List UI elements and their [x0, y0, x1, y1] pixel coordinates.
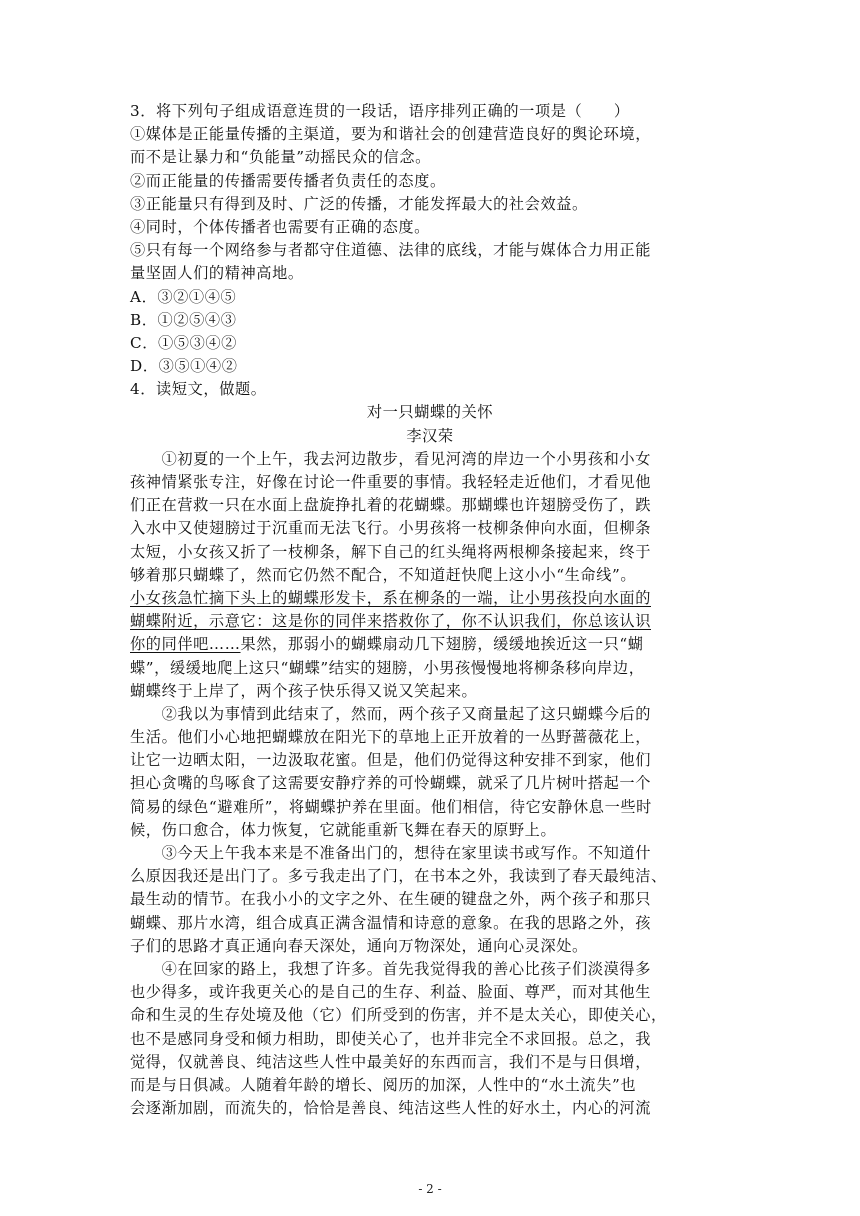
paragraph-line: 生活。他们小心地把蝴蝶放在阳光下的草地上正开放着的一丛野蔷薇花上，: [130, 728, 651, 747]
page-content: [130, 100, 730, 1120]
question-4: [130, 378, 730, 1120]
paragraph-line: 也不是感同身受和倾力相助，即使关心了，也并非完全不求回报。总之，我: [130, 1029, 651, 1048]
paragraph-line: 们正在营救一只在水面上盘旋挣扎着的花蝴蝶。那蝴蝶也许翅膀受伤了，跌: [130, 496, 651, 515]
paragraph-line: ②我以为事情到此结束了，然而，两个孩子又商量起了这只蝴蝶今后的: [130, 704, 651, 723]
paragraph-line: 太短，小女孩又折了一枝柳条，解下自己的红头绳将两根柳条接起来，终于: [130, 542, 651, 561]
option-b: B．①②⑤④③: [130, 310, 237, 329]
article-author: 李汉荣: [406, 426, 454, 445]
paragraph-line: 孩神情紧张专注，好像在讨论一件重要的事情。我轻轻走近他们，才看见他: [130, 473, 651, 491]
paragraph-line: 觉得，仅就善良、纯洁这些人性中最美好的东西而言，我们不是与日俱增，: [130, 1052, 651, 1071]
option-d: D．③⑤①④②: [130, 357, 238, 376]
paragraph-line: 而是与日俱减。人随着年龄的增长、阅历的加深，人性中的“水土流失”也: [130, 1075, 637, 1094]
paragraph-line: 命和生灵的生存处境及他（它）们所受到的伤害，并不是太关心，即使关心，: [130, 1006, 667, 1025]
option-c: C．①⑤③④②: [130, 333, 237, 352]
underlined-text: 你的同伴吧……: [130, 635, 241, 654]
sentence-2: ②而正能量的传播需要传播者负责任的态度。: [130, 171, 446, 190]
sentence-4: ④同时，个体传播者也需要有正确的态度。: [130, 217, 430, 236]
page-number: - 2 -: [418, 1182, 442, 1196]
paragraph-line: 入水中又使翅膀过于沉重而无法飞行。小男孩将一枝柳条伸向水面，但柳条: [130, 519, 651, 538]
paragraph-line: [130, 633, 730, 656]
paragraph-line: 么原因我还是出门了。多亏我走出了门，在书本之外，我读到了春天最纯洁、: [130, 867, 667, 886]
question-4-stem: 4．读短文，做题。: [130, 380, 267, 399]
sentence-5-line-1: ⑤只有每一个网络参与者都守住道德、法律的底线，才能与媒体合力用正能: [130, 241, 651, 260]
paragraph-line: 蝴蝶终于上岸了，两个孩子快乐得又说又笑起来。: [130, 681, 478, 700]
option-a: A．③②①④⑤: [130, 287, 237, 306]
paragraph-line: 候，伤口愈合，体力恢复，它就能重新飞舞在春天的原野上。: [130, 820, 557, 839]
paragraph-line: 最生动的情节。在我小小的文字之外、在生硬的键盘之外，两个孩子和那只: [130, 890, 651, 909]
paragraph-line: 够着那只蝴蝶了，然而它仍然不配合，不知道赶快爬上这小小“生命线”。: [130, 565, 637, 584]
paragraph-2: [130, 703, 730, 842]
paragraph-4: [130, 958, 730, 1120]
sentence-1-line-1: ①媒体是正能量传播的主渠道，要为和谐社会的创建营造良好的舆论环境，: [130, 125, 651, 144]
sentence-1-line-2: 而不是让暴力和“负能量”动摇民众的信念。: [130, 148, 431, 167]
paragraph-line: 担心贪嘴的鸟啄食了这需要安静疗养的可怜蝴蝶，就采了几片树叶搭起一个: [130, 774, 651, 793]
question-3: [130, 100, 730, 378]
paragraph-3: [130, 842, 730, 958]
paragraph-line: 蝶”，缓缓地爬上这只“蝴蝶”结实的翅膀，小男孩慢慢地将柳条移向岸边，: [130, 658, 645, 677]
underlined-line: 小女孩急忙摘下头上的蝴蝶形发卡，系在柳条的一端，让小男孩投向水面的: [130, 588, 651, 607]
underlined-line: 蝴蝶附近，示意它：这是你的同伴来搭救你了，你不认识我们，你总该认识: [130, 612, 651, 631]
question-3-stem: 3．将下列句子组成语意连贯的一段话，语序排列正确的一项是（ ）: [130, 102, 630, 120]
sentence-3: ③正能量只有得到及时、广泛的传播，才能发挥最大的社会效益。: [130, 194, 588, 213]
paragraph-line: 蝴蝶、那片水湾，组合成真正满含温情和诗意的意象。在我的思路之外，孩: [130, 913, 651, 932]
sentence-5-line-2: 量坚固人们的精神高地。: [130, 264, 304, 283]
paragraph-text: 果然，那弱小的蝴蝶扇动几下翅膀，缓缓地挨近这一只“蝴: [240, 635, 644, 654]
paragraph-line: 也少得多，或许我更关心的是自己的生存、利益、脸面、尊严，而对其他生: [130, 983, 651, 1002]
paragraph-line: ④在回家的路上，我想了许多。首先我觉得我的善心比孩子们淡漠得多: [130, 959, 651, 978]
paragraph-line: ③今天上午我本来是不准备出门的，想待在家里读书或写作。不知道什: [130, 844, 651, 862]
paragraph-line: 让它一边晒太阳，一边汲取花蜜。但是，他们仍觉得这种安排不到家，他们: [130, 751, 651, 770]
paragraph-line: 会逐渐加剧，而流失的，恰恰是善良、纯洁这些人性的好水土，内心的河流: [130, 1099, 651, 1118]
article-title: 对一只蝴蝶的关怀: [366, 403, 494, 422]
paragraph-1: [130, 448, 730, 703]
paragraph-line: ①初夏的一个上午，我去河边散步，看见河湾的岸边一个小男孩和小女: [130, 449, 651, 468]
paragraph-line: 简易的绿色“避难所”，将蝴蝶护养在里面。他们相信，待它安静休息一些时: [130, 797, 652, 816]
paragraph-line: 子们的思路才真正通向春天深处，通向万物深处，通向心灵深处。: [130, 936, 588, 955]
